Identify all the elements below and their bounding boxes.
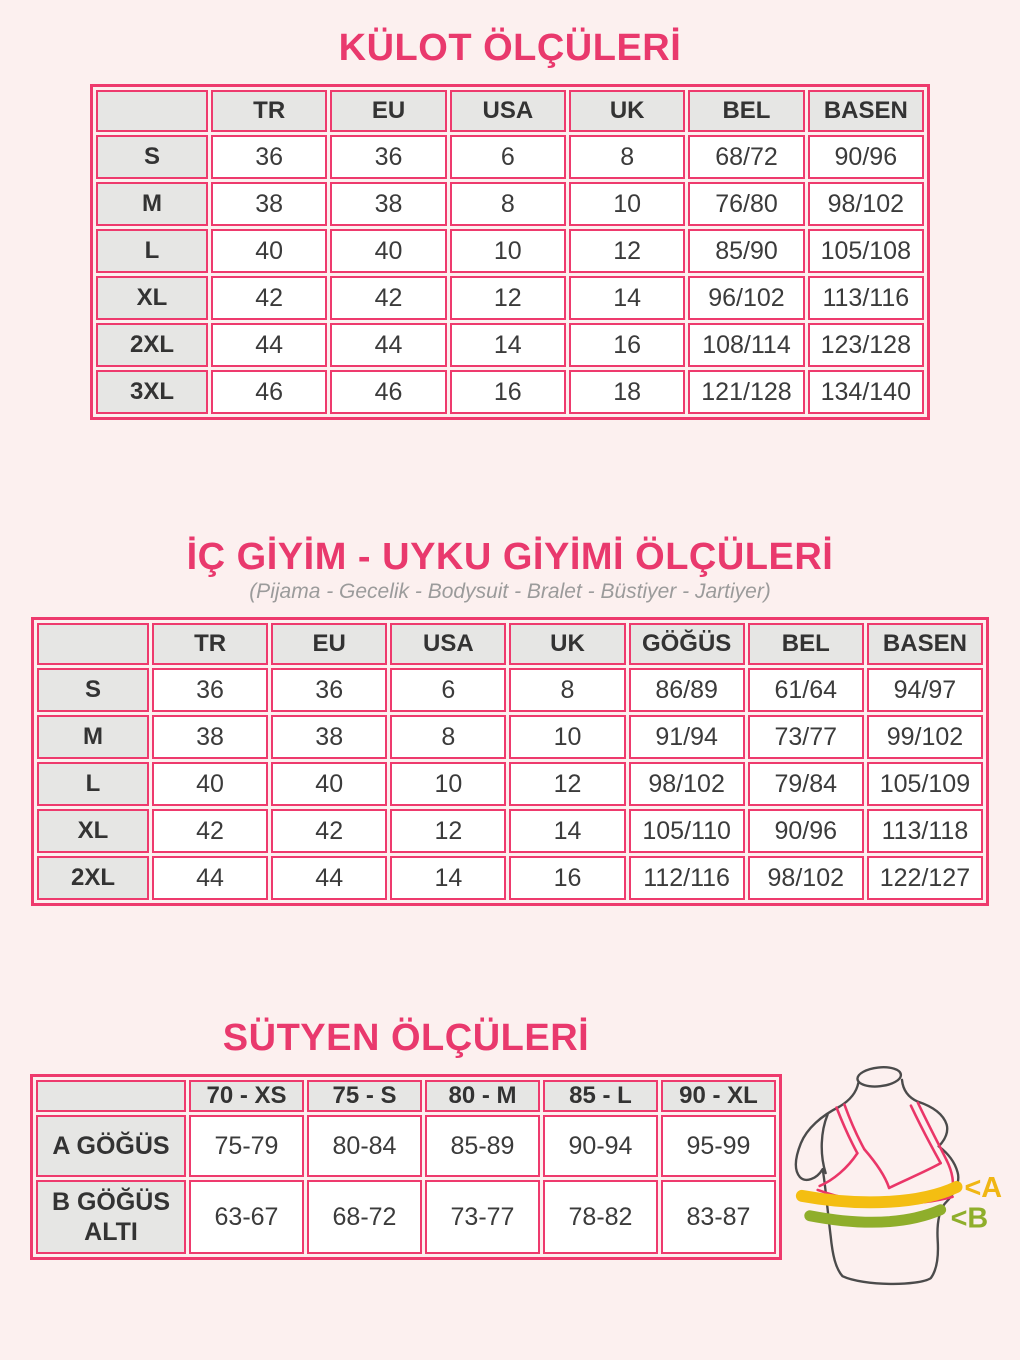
header-row bbox=[96, 90, 924, 132]
column-header: EU bbox=[271, 623, 387, 665]
header-row bbox=[37, 623, 983, 665]
icgiyim-section-subtitle: (Pijama - Gecelik - Bodysuit - Bralet - Büstiyer - Jartiyer) bbox=[249, 580, 771, 603]
row-label: 2XL bbox=[96, 323, 208, 367]
table-row bbox=[96, 229, 924, 273]
size-cell: 105/109 bbox=[867, 762, 983, 806]
column-header: USA bbox=[450, 90, 566, 132]
size-cell: 44 bbox=[152, 856, 268, 900]
band-a-label: <A bbox=[964, 1171, 1003, 1204]
size-cell: 36 bbox=[211, 135, 327, 179]
table-row bbox=[36, 1180, 776, 1254]
size-cell: 38 bbox=[271, 715, 387, 759]
row-label: S bbox=[96, 135, 208, 179]
kulot-section-title: KÜLOT ÖLÇÜLERİ bbox=[338, 27, 682, 69]
size-cell: 46 bbox=[330, 370, 446, 414]
size-cell: 122/127 bbox=[867, 856, 983, 900]
row-label: M bbox=[96, 182, 208, 226]
corner-cell bbox=[36, 1080, 186, 1112]
icgiyim-size-table bbox=[31, 617, 989, 906]
size-cell: 78-82 bbox=[543, 1180, 658, 1254]
size-cell: 40 bbox=[330, 229, 446, 273]
size-cell: 12 bbox=[450, 276, 566, 320]
kulot-size-table bbox=[90, 84, 930, 420]
row-label: B GÖĞÜS ALTI bbox=[36, 1180, 186, 1254]
size-cell: 46 bbox=[211, 370, 327, 414]
size-cell: 16 bbox=[509, 856, 625, 900]
sutyen-section-title: SÜTYEN ÖLÇÜLERİ bbox=[222, 1017, 590, 1059]
size-cell: 85/90 bbox=[688, 229, 804, 273]
mannequin-torso-outline bbox=[796, 1065, 958, 1284]
size-cell: 80-84 bbox=[307, 1115, 422, 1177]
size-cell: 6 bbox=[390, 668, 506, 712]
size-cell: 14 bbox=[450, 323, 566, 367]
size-cell: 96/102 bbox=[688, 276, 804, 320]
row-label: S bbox=[37, 668, 149, 712]
table-row bbox=[96, 135, 924, 179]
size-cell: 90-94 bbox=[543, 1115, 658, 1177]
size-cell: 40 bbox=[271, 762, 387, 806]
row-label: M bbox=[37, 715, 149, 759]
header-row bbox=[36, 1080, 776, 1112]
size-cell: 73-77 bbox=[425, 1180, 540, 1254]
size-cell: 134/140 bbox=[808, 370, 924, 414]
size-cell: 42 bbox=[152, 809, 268, 853]
table-row bbox=[37, 809, 983, 853]
size-cell: 8 bbox=[569, 135, 685, 179]
band-b-label: <B bbox=[950, 1202, 989, 1235]
size-cell: 40 bbox=[152, 762, 268, 806]
kulot-section bbox=[0, 26, 1020, 420]
size-cell: 42 bbox=[271, 809, 387, 853]
column-header: 70 - XS bbox=[189, 1080, 304, 1112]
size-cell: 63-67 bbox=[189, 1180, 304, 1254]
sutyen-table-column bbox=[30, 1016, 782, 1260]
size-cell: 36 bbox=[330, 135, 446, 179]
table-row bbox=[36, 1115, 776, 1177]
corner-cell bbox=[37, 623, 149, 665]
table-row bbox=[37, 762, 983, 806]
icgiyim-section bbox=[0, 535, 1020, 906]
size-cell: 68-72 bbox=[307, 1180, 422, 1254]
size-cell: 113/118 bbox=[867, 809, 983, 853]
size-cell: 98/102 bbox=[808, 182, 924, 226]
size-cell: 61/64 bbox=[748, 668, 864, 712]
column-header: TR bbox=[152, 623, 268, 665]
size-cell: 108/114 bbox=[688, 323, 804, 367]
size-cell: 112/116 bbox=[629, 856, 745, 900]
row-label: 2XL bbox=[37, 856, 149, 900]
size-cell: 10 bbox=[509, 715, 625, 759]
size-cell: 12 bbox=[569, 229, 685, 273]
icgiyim-section-title: İÇ GİYİM - UYKU GİYİMİ ÖLÇÜLERİ bbox=[186, 536, 834, 578]
row-label: L bbox=[37, 762, 149, 806]
table-row bbox=[37, 668, 983, 712]
table-row bbox=[96, 370, 924, 414]
size-cell: 12 bbox=[509, 762, 625, 806]
size-cell: 121/128 bbox=[688, 370, 804, 414]
size-cell: 8 bbox=[450, 182, 566, 226]
size-cell: 14 bbox=[509, 809, 625, 853]
size-cell: 38 bbox=[152, 715, 268, 759]
column-header: BEL bbox=[688, 90, 804, 132]
row-label: L bbox=[96, 229, 208, 273]
size-cell: 83-87 bbox=[661, 1180, 776, 1254]
size-cell: 68/72 bbox=[688, 135, 804, 179]
column-header: UK bbox=[509, 623, 625, 665]
row-label: 3XL bbox=[96, 370, 208, 414]
size-cell: 86/89 bbox=[629, 668, 745, 712]
size-cell: 36 bbox=[152, 668, 268, 712]
size-cell: 36 bbox=[271, 668, 387, 712]
underbust-band-b bbox=[810, 1210, 941, 1222]
size-cell: 44 bbox=[271, 856, 387, 900]
column-header: BASEN bbox=[808, 90, 924, 132]
figure-column bbox=[782, 1016, 1020, 1312]
table-row bbox=[96, 276, 924, 320]
size-cell: 105/110 bbox=[629, 809, 745, 853]
table-row bbox=[37, 856, 983, 900]
column-header: 80 - M bbox=[425, 1080, 540, 1112]
column-header: 85 - L bbox=[543, 1080, 658, 1112]
table-row bbox=[96, 182, 924, 226]
size-cell: 16 bbox=[450, 370, 566, 414]
column-header: BASEN bbox=[867, 623, 983, 665]
size-cell: 40 bbox=[211, 229, 327, 273]
bra-measurement-figure bbox=[782, 1050, 1020, 1312]
size-cell: 123/128 bbox=[808, 323, 924, 367]
column-header: UK bbox=[569, 90, 685, 132]
size-cell: 99/102 bbox=[867, 715, 983, 759]
size-cell: 10 bbox=[569, 182, 685, 226]
column-header: 90 - XL bbox=[661, 1080, 776, 1112]
size-cell: 14 bbox=[569, 276, 685, 320]
size-cell: 18 bbox=[569, 370, 685, 414]
size-cell: 44 bbox=[211, 323, 327, 367]
bra-outline bbox=[818, 1103, 953, 1204]
size-cell: 16 bbox=[569, 323, 685, 367]
size-cell: 90/96 bbox=[808, 135, 924, 179]
size-cell: 10 bbox=[450, 229, 566, 273]
size-cell: 8 bbox=[509, 668, 625, 712]
size-cell: 94/97 bbox=[867, 668, 983, 712]
size-cell: 98/102 bbox=[748, 856, 864, 900]
row-label: XL bbox=[37, 809, 149, 853]
size-cell: 38 bbox=[211, 182, 327, 226]
column-header: EU bbox=[330, 90, 446, 132]
sutyen-section bbox=[30, 1016, 1020, 1312]
size-cell: 8 bbox=[390, 715, 506, 759]
size-cell: 76/80 bbox=[688, 182, 804, 226]
sutyen-size-table bbox=[30, 1074, 782, 1260]
column-header: USA bbox=[390, 623, 506, 665]
column-header: TR bbox=[211, 90, 327, 132]
column-header: BEL bbox=[748, 623, 864, 665]
size-cell: 73/77 bbox=[748, 715, 864, 759]
size-cell: 105/108 bbox=[808, 229, 924, 273]
size-cell: 14 bbox=[390, 856, 506, 900]
corner-cell bbox=[96, 90, 208, 132]
size-cell: 113/116 bbox=[808, 276, 924, 320]
size-cell: 75-79 bbox=[189, 1115, 304, 1177]
size-cell: 10 bbox=[390, 762, 506, 806]
row-label: XL bbox=[96, 276, 208, 320]
table-row bbox=[37, 715, 983, 759]
size-cell: 91/94 bbox=[629, 715, 745, 759]
size-cell: 38 bbox=[330, 182, 446, 226]
size-cell: 42 bbox=[211, 276, 327, 320]
column-header: GÖĞÜS bbox=[629, 623, 745, 665]
size-cell: 12 bbox=[390, 809, 506, 853]
size-cell: 85-89 bbox=[425, 1115, 540, 1177]
size-cell: 44 bbox=[330, 323, 446, 367]
size-cell: 79/84 bbox=[748, 762, 864, 806]
row-label: A GÖĞÜS bbox=[36, 1115, 186, 1177]
size-cell: 42 bbox=[330, 276, 446, 320]
size-cell: 6 bbox=[450, 135, 566, 179]
table-row bbox=[96, 323, 924, 367]
size-cell: 98/102 bbox=[629, 762, 745, 806]
column-header: 75 - S bbox=[307, 1080, 422, 1112]
size-cell: 90/96 bbox=[748, 809, 864, 853]
size-cell: 95-99 bbox=[661, 1115, 776, 1177]
